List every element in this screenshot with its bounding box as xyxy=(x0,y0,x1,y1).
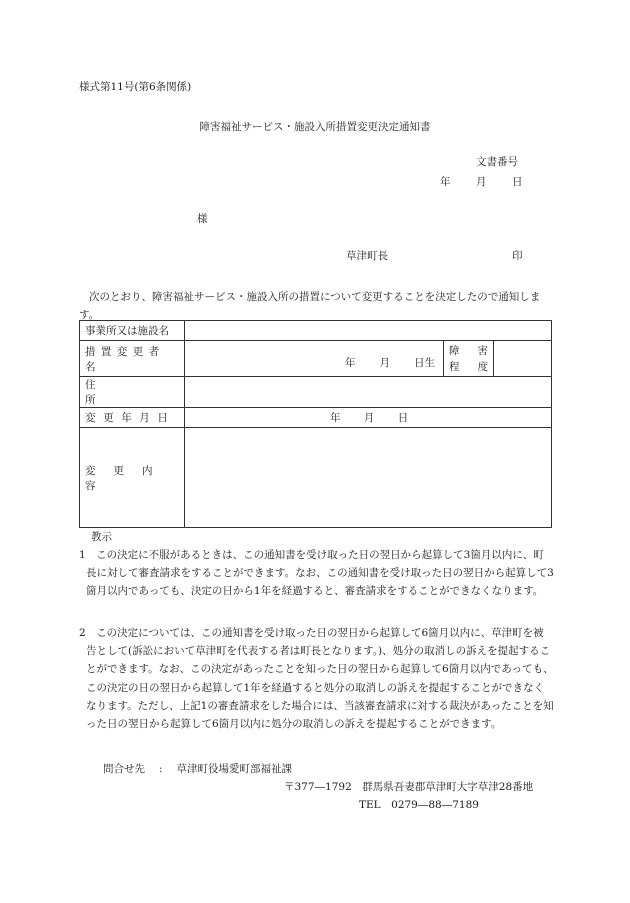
disability-grade-value[interactable] xyxy=(493,341,551,377)
issuer-name: 草津町長 xyxy=(346,250,388,262)
change-date-year: 年 xyxy=(330,412,341,424)
seal-mark: 印 xyxy=(512,250,523,262)
birth-year: 年 xyxy=(344,357,356,369)
change-date-day: 日 xyxy=(397,412,409,424)
notice-item-1 xyxy=(79,546,554,601)
issue-date-year: 年 xyxy=(440,176,451,188)
notice-2-text: この決定については、この通知書を受け取った日の翌日から起算して6箇月以内に、草津町を被告として(訴訟において草津町を代表する者は町長となります。)、処分の取消しの訴えを提起することができます。なお、この決定があったことを知った日の翌日から起算して6箇月以内であっても、この決定の日の翌日から起算して1年を経過すると処分の取消しの訴えを提起することができなくなります。ただし、上記1の審査請求をした場合には、当該審査請求に対する裁決があったことを知った日の翌日から起算して6箇月以内に処分の取消しの訴えを提起することができます。 xyxy=(86,627,554,731)
change-date-value[interactable] xyxy=(185,408,552,428)
change-details-table xyxy=(79,320,552,528)
contact-address: 〒377―1792 群馬県吾妻郡草津町大字草津28番地 xyxy=(284,781,534,793)
table-row-facility xyxy=(80,321,552,341)
form-number: 様式第11号(第6条関係) xyxy=(79,81,192,93)
intro-text: 次のとおり、障害福祉サービス・施設入所の措置について変更することを決定したので通知します。 xyxy=(79,291,541,321)
table-row-change-content xyxy=(80,428,552,528)
issue-date xyxy=(440,177,523,188)
birth-day: 日生 xyxy=(413,357,435,369)
notice-1-number: 1 xyxy=(79,549,86,561)
document-number-label: 文書番号 xyxy=(476,156,518,168)
table-row-change-date xyxy=(80,408,552,428)
change-date-label: 変更年月日 xyxy=(80,408,185,428)
contact-tel: TEL 0279―88―7189 xyxy=(359,799,479,811)
contact-line xyxy=(103,764,292,775)
addressee-suffix: 様 xyxy=(197,213,208,225)
table-row-person xyxy=(80,341,552,377)
document-title: 障害福祉サービス・施設入所措置変更決定通知書 xyxy=(199,121,431,133)
issue-date-month: 月 xyxy=(476,176,487,188)
change-content-label: 変更内容 xyxy=(80,428,185,528)
person-label: 措置変更者名 xyxy=(80,341,185,377)
address-label: 住所 xyxy=(80,377,185,408)
notice-1-text: この決定に不服があるときは、この通知書を受け取った日の翌日から起算して3箇月以内に、町長に対して審査請求をすることができます。なお、この通知書を受け取った日の翌日から起算して3箇月以内であっても、決定の日から1年を経過すると、審査請求をすることができなくなります。 xyxy=(86,549,554,598)
issue-date-day: 日 xyxy=(512,176,523,188)
contact-separator: : xyxy=(159,763,163,775)
notice-item-2 xyxy=(79,624,554,733)
table-row-address xyxy=(80,377,552,408)
facility-value[interactable] xyxy=(185,321,552,341)
facility-label: 事業所又は施設名 xyxy=(80,321,185,341)
address-value[interactable] xyxy=(185,377,552,408)
contact-label: 問合せ先 xyxy=(103,763,145,775)
change-content-value[interactable] xyxy=(185,428,552,528)
instructions-heading: 教示 xyxy=(91,531,112,543)
notice-2-number: 2 xyxy=(79,627,86,639)
contact-office: 草津町役場愛町部福祉課 xyxy=(176,763,293,775)
disability-grade-label: 障 害 程 度 xyxy=(443,341,493,377)
birth-month: 月 xyxy=(379,357,390,369)
person-value[interactable] xyxy=(185,341,444,377)
birth-date xyxy=(185,341,435,376)
change-date-month: 月 xyxy=(363,412,375,424)
